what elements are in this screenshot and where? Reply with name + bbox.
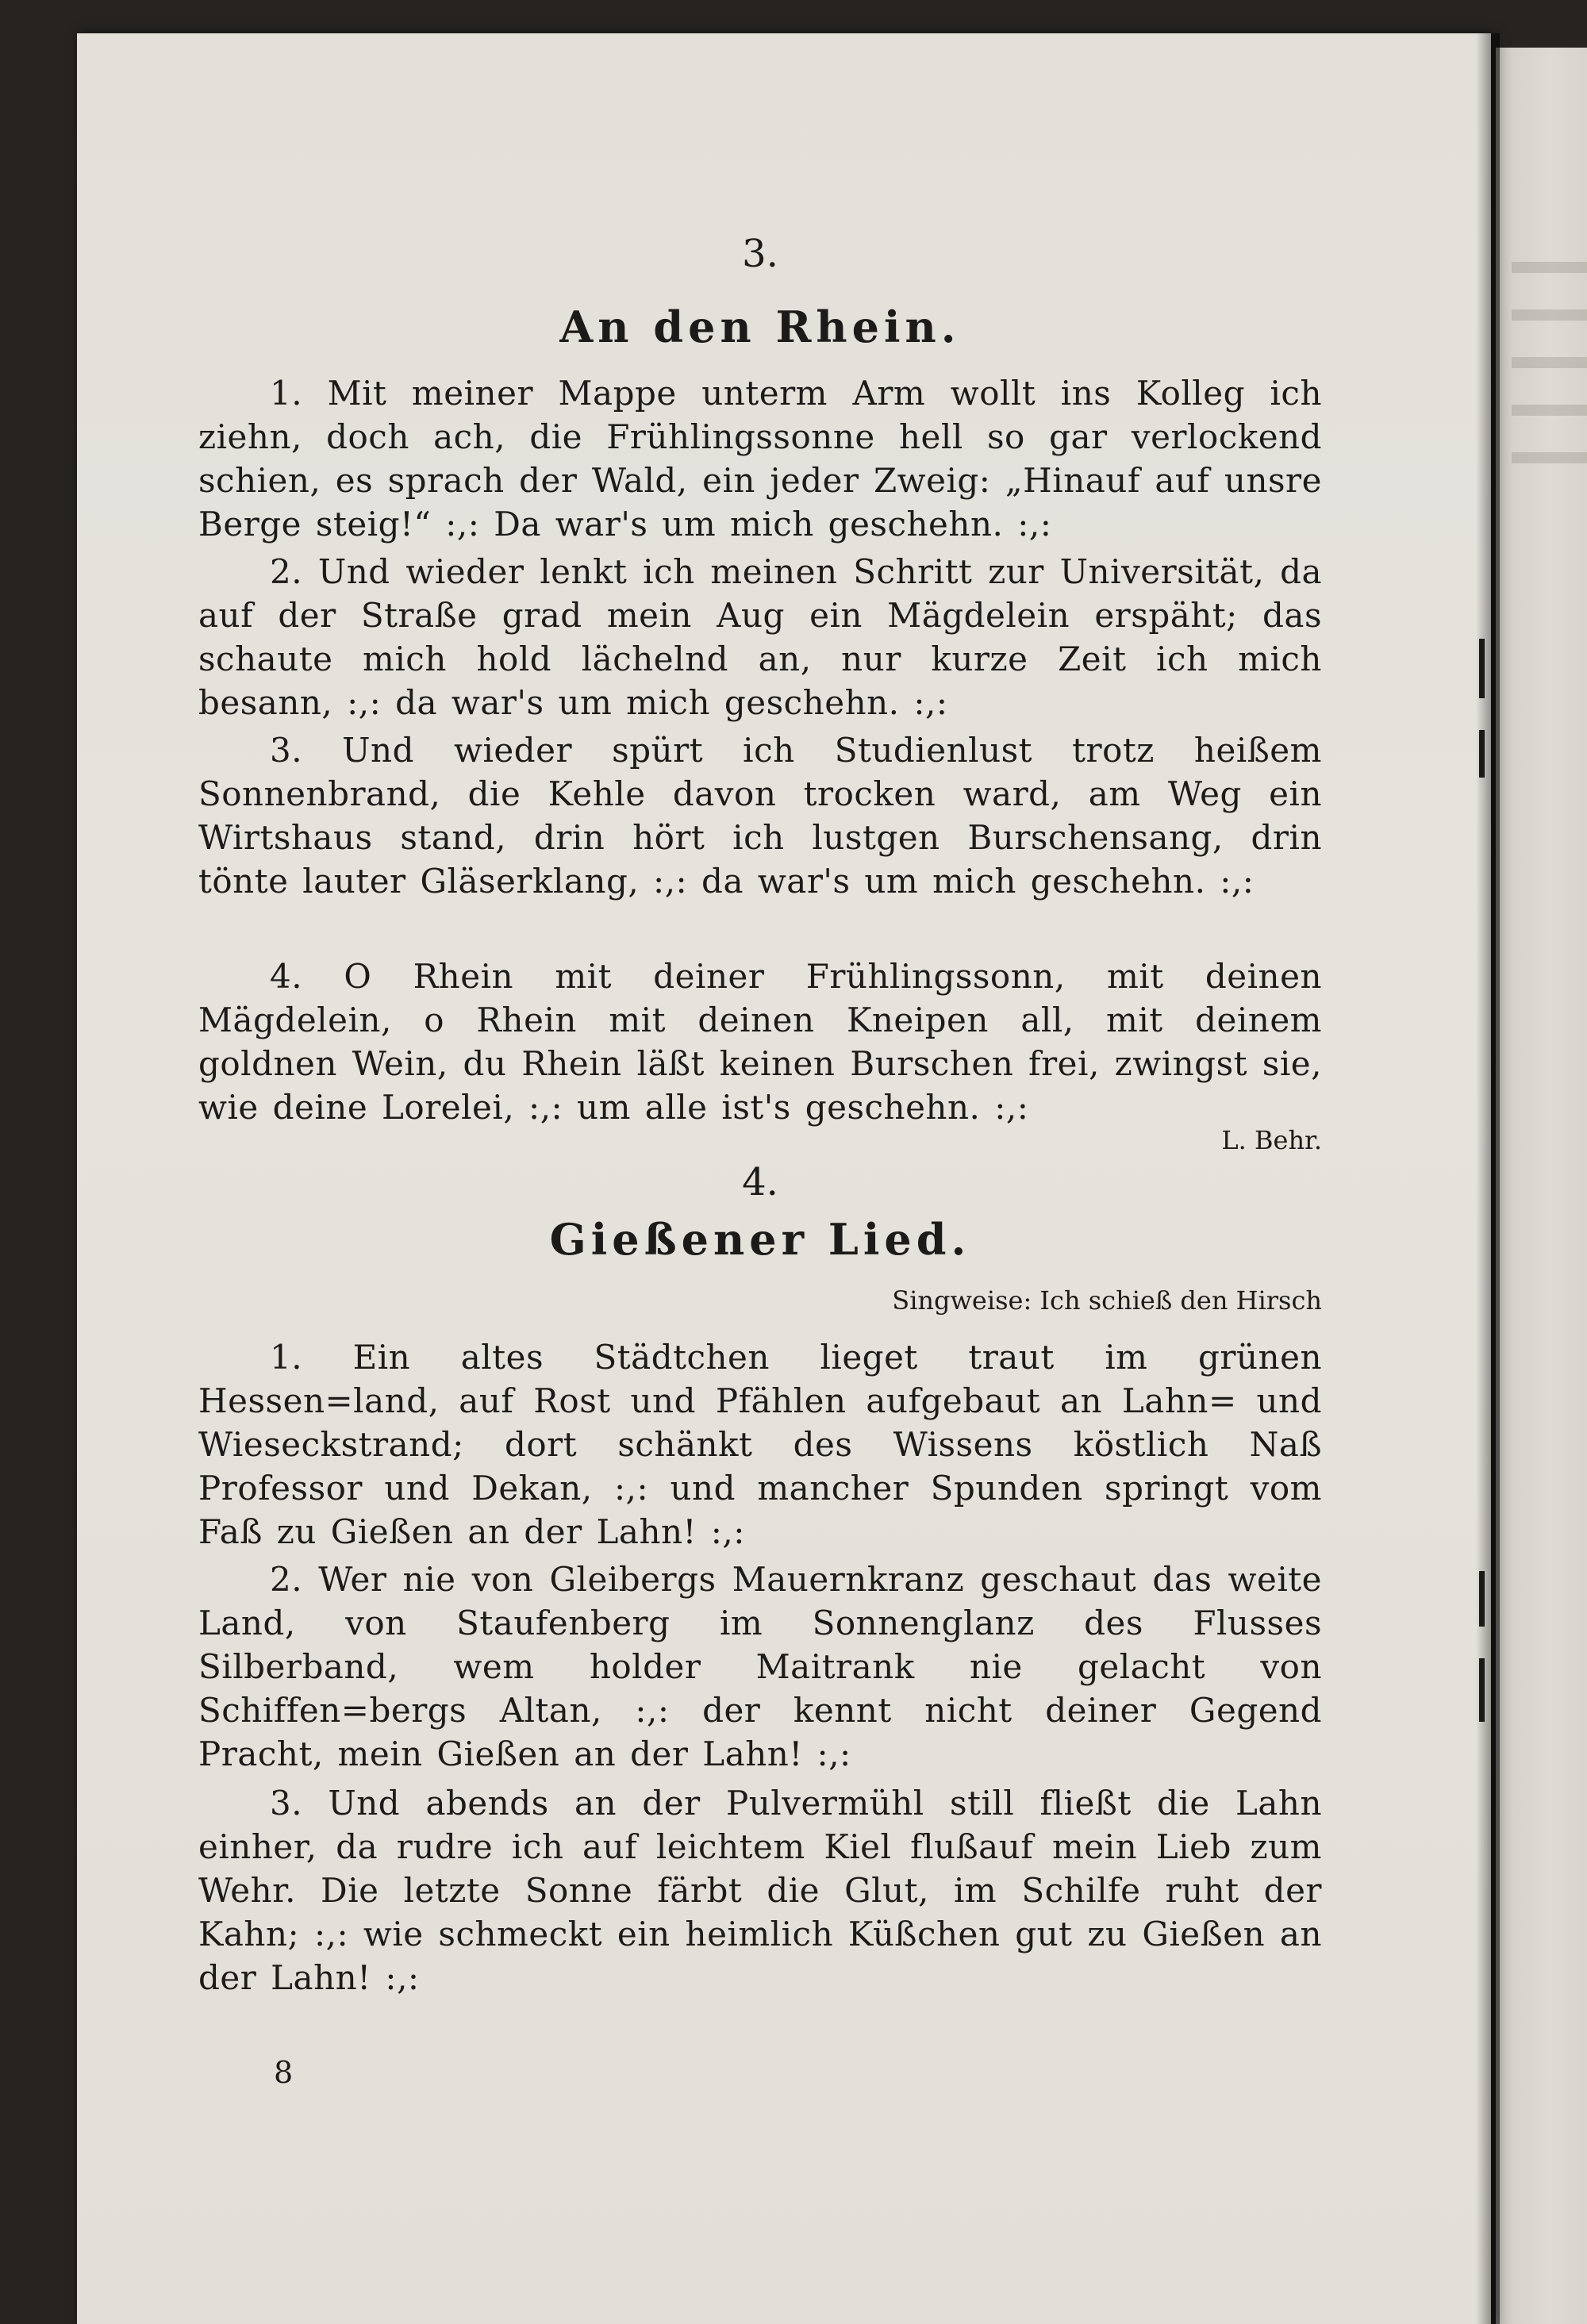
verse: 1. Mit meiner Mappe unterm Arm wollt ins Kolleg ich ziehn, doch ach, die Frühlingssonne hell so gar verlockend schien, es sprach der Wald, ein jeder Zweig: „Hinauf auf unsre Berge steig!“ :,: Da war's um mich geschehn. :,: xyxy=(198,374,1322,544)
song-title: An den Rhein. xyxy=(559,302,961,352)
edge-mark xyxy=(1479,730,1485,778)
edge-mark xyxy=(1479,1571,1485,1627)
song-4 xyxy=(198,1160,1322,1204)
song-3-author-wrap xyxy=(198,1125,1322,1155)
song-3-verse-4 xyxy=(198,955,1322,1129)
verse: 3. Und wieder spürt ich Studienlust trotz heißem Sonnenbrand, die Kehle davon trocken ward, am Weg ein Wirtshaus stand, drin hört ich lustgen Burschensang, drin tönte lauter Gläserklang, :,: da war's um mich geschehn. :,: xyxy=(198,731,1322,901)
author: L. Behr. xyxy=(1221,1125,1322,1155)
verse: 2. Und wieder lenkt ich meinen Schritt zur Universität, da auf der Straße grad mein Aug ein Mägdelein erspäht; das schaute mich hold lächelnd an, nur kurze Zeit ich mich besann, :,: da war's um mich geschehn. :,: xyxy=(198,552,1322,722)
verse: 3. Und abends an der Pulvermühl still fließt die Lahn einher, da rudre ich auf leichtem Kiel flußauf mein Lieb zum Wehr. Die letzte Sonne färbt die Glut, im Schilfe ruht der Kahn; :,: wie schmeckt ein heimlich Küßchen gut zu Gießen an der Lahn! :,: xyxy=(198,1784,1322,1997)
song-3-verse-2 xyxy=(198,550,1322,724)
song-number: 4. xyxy=(742,1160,778,1204)
song-number: 3. xyxy=(742,232,778,276)
adjacent-page xyxy=(1496,48,1587,2324)
song-4-melody-wrap xyxy=(198,1285,1322,1316)
page-number: 8 xyxy=(274,2055,294,2090)
song-4-verse-2 xyxy=(198,1558,1322,1776)
verse: 1. Ein altes Städtchen lieget traut im grünen Hessen=land, auf Rost und Pfählen aufgebaut an Lahn= und Wieseckstrand; dort schänkt des Wissens köstlich Naß Professor und Dekan, :,: und mancher Spunden springt vom Faß zu Gießen an der Lahn! :,: xyxy=(198,1338,1322,1551)
song-3-title-wrap xyxy=(198,302,1322,352)
song-3 xyxy=(198,232,1322,276)
song-4-title-wrap xyxy=(198,1214,1322,1265)
song-title: Gießener Lied. xyxy=(549,1214,971,1265)
edge-mark xyxy=(1479,1658,1485,1722)
melody-note: Singweise: Ich schieß den Hirsch xyxy=(892,1285,1322,1316)
song-3-verse-3 xyxy=(198,728,1322,903)
song-4-verse-1 xyxy=(198,1335,1322,1554)
song-3-verse-1 xyxy=(198,371,1322,546)
page-gutter-shadow xyxy=(1476,33,1500,2324)
edge-mark xyxy=(1479,639,1485,698)
verse: 4. O Rhein mit deiner Frühlingssonn, mit deinen Mägdelein, o Rhein mit deinen Kneipen all, mit deinem goldnen Wein, du Rhein läßt keinen Burschen frei, zwingst sie, wie deine Lorelei, :,: um alle ist's geschehn. :,: xyxy=(198,957,1322,1127)
verse: 2. Wer nie von Gleibergs Mauernkranz geschaut das weite Land, von Staufenberg im Sonnenglanz des Flusses Silberband, wem holder Maitrank nie gelacht von Schiffen=bergs Altan, :,: der kennt nicht deiner Gegend Pracht, mein Gießen an der Lahn! :,: xyxy=(198,1560,1322,1773)
song-4-verse-3 xyxy=(198,1781,1322,1999)
